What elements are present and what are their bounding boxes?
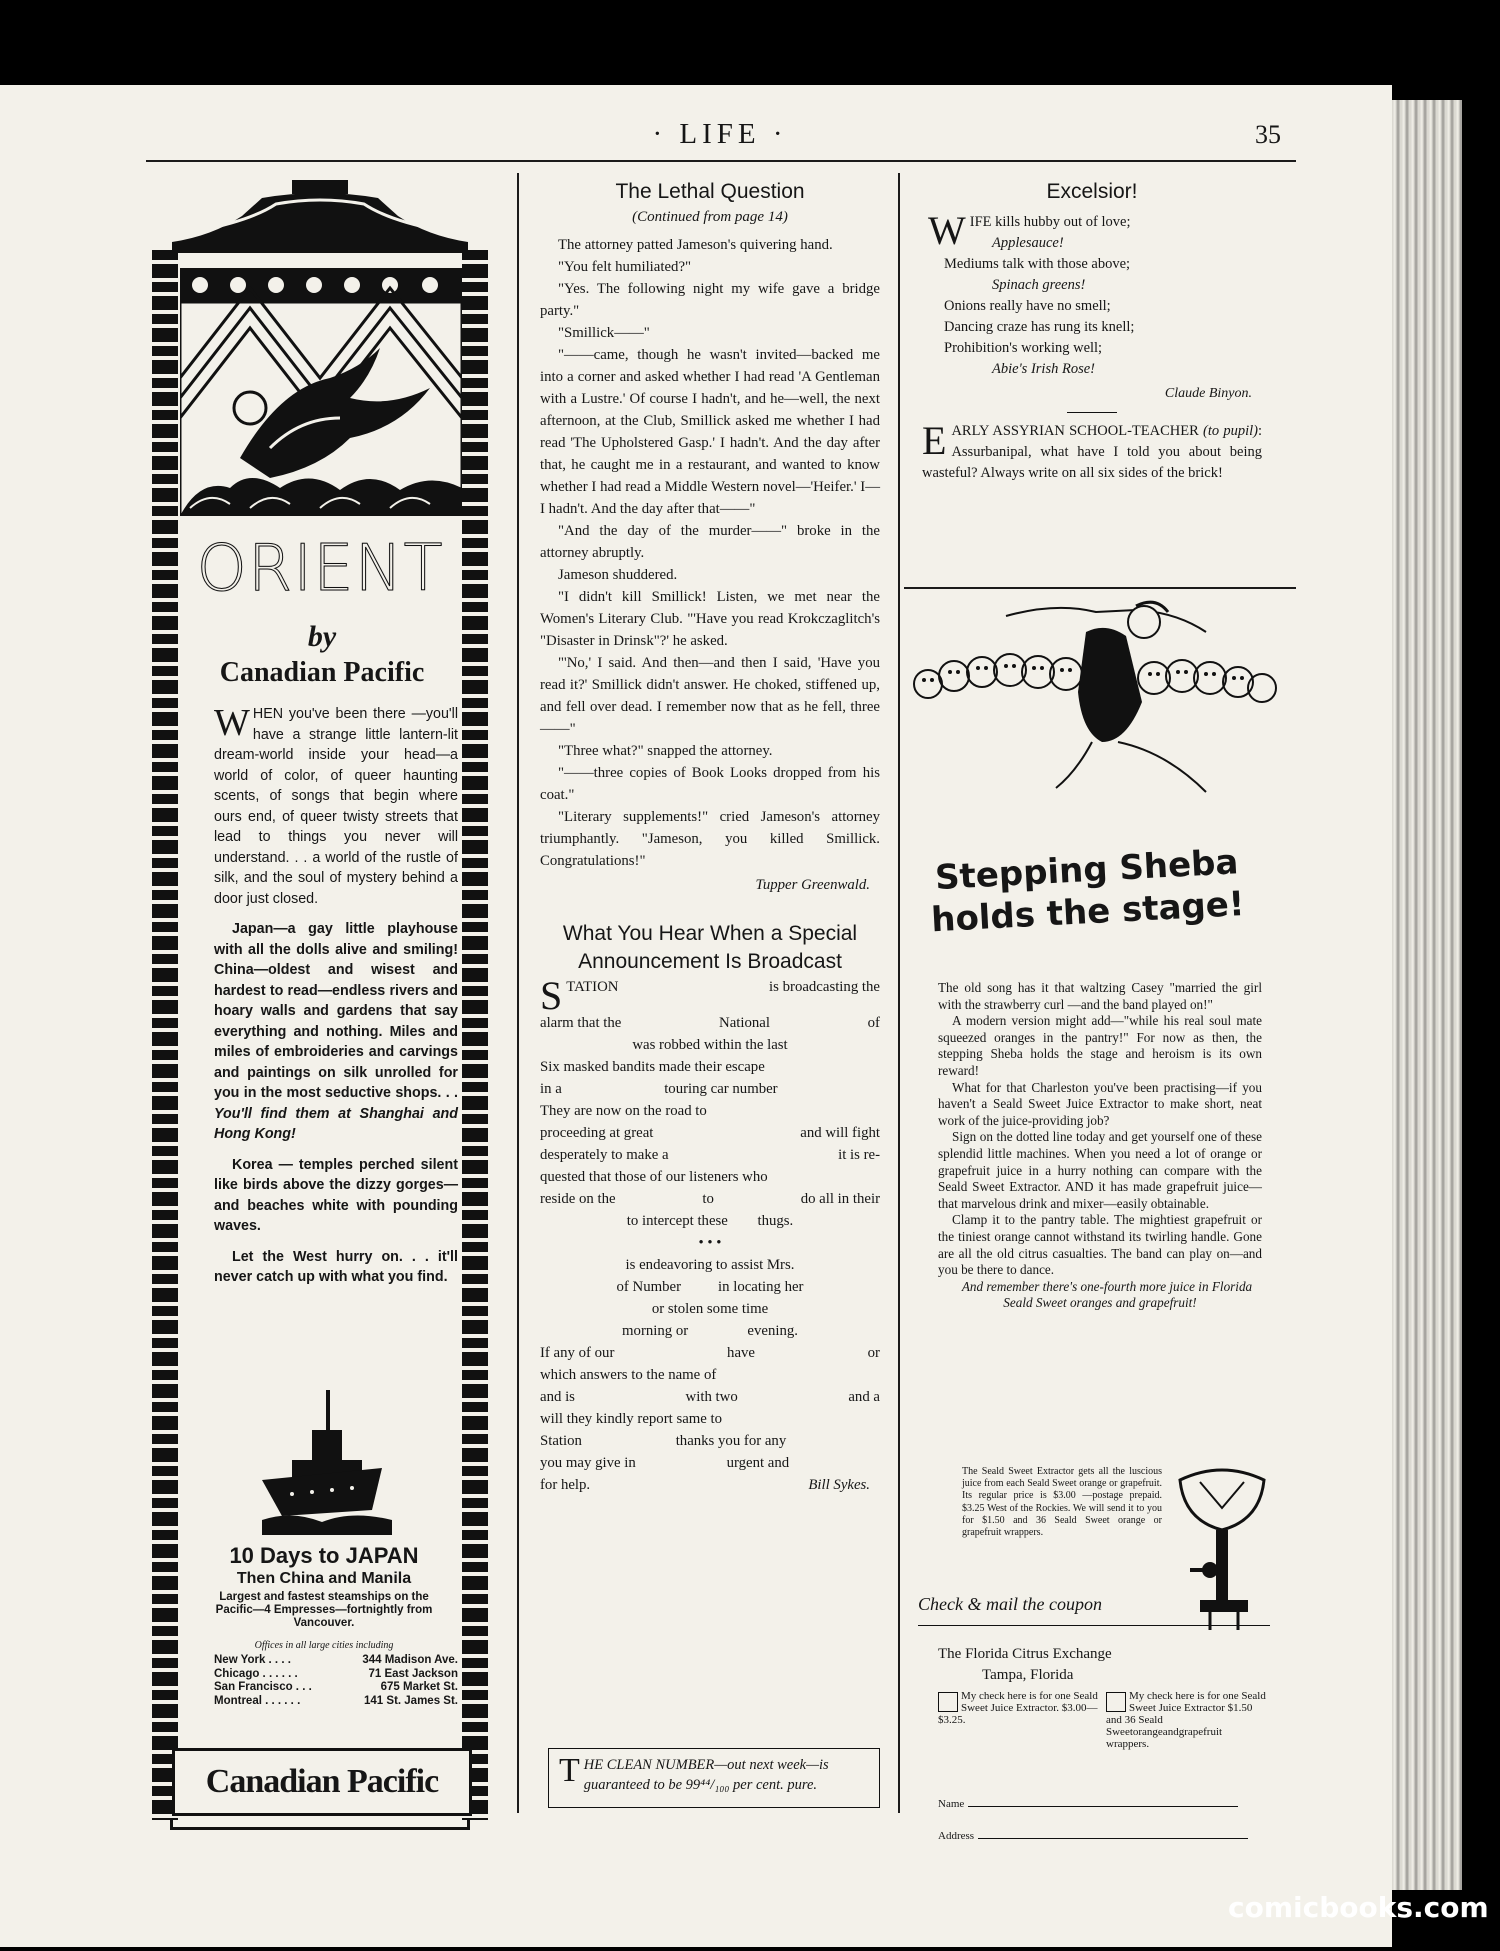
story-signature: Bill Sykes. [808,1477,870,1493]
line-fragment: TATION [566,979,619,995]
broadcast-line: or stolen some time [651,1301,769,1317]
option-label: My check here is for one Seald Sweet Juice Extractor. $3.00—$3.25. [938,1690,1098,1726]
office-row [214,1668,458,1682]
coupon-divider [918,1625,1270,1626]
ad-destinations: Then China and Manila [236,1570,412,1587]
broadcast-line [540,1122,880,1144]
broadcast-line [540,1144,880,1166]
broadcast-line [540,1166,880,1188]
header-rule [146,160,1296,162]
coupon-option [938,1690,1098,1726]
ad-italic-text: You'll find them at Shanghai and Hong Kong! [214,1105,458,1142]
column-divider [898,173,900,1813]
column-divider [517,173,519,1813]
site-watermark: comicbooks.com [1228,1891,1489,1924]
broadcast-line [540,1078,880,1100]
office-city: San Francisco . . . [214,1681,312,1693]
coupon-checkbox[interactable] [1106,1692,1126,1712]
story-paragraph: "And the day of the murder——" broke in the attorney abruptly. [540,523,880,561]
line-fragment: to intercept these [626,1213,728,1229]
dancing-sheba-illustration [906,592,1296,812]
story-paragraph: Jameson shuddered. [558,567,678,583]
line-fragment: quested that those of our listeners who [540,1169,768,1185]
line-fragment: of Number [616,1279,682,1295]
line-fragment: will they kindly report same to [540,1411,723,1427]
ad-days-to-japan: 10 Days to JAPAN [229,1543,419,1568]
office-address: 141 St. James St. [364,1694,458,1707]
line-fragment: you may give in [540,1455,636,1471]
option-label: My check here is for one Seald Sweet Juice Extractor $1.50 and 36 Seald Sweetorangeandgrapefruit wrappers. [1106,1690,1266,1750]
line-fragment: is broadcasting the [769,979,880,995]
steamship-illustration [262,1390,392,1535]
broadcast-story [540,973,880,1496]
phoenix-illustration [180,268,462,516]
broadcast-line [540,1474,880,1496]
office-city: Montreal . . . . . . [214,1694,301,1707]
headline-line: Stepping Sheba [934,842,1240,899]
story-paragraph: "Literary supplements!" cried Jameson's attorney triumphantly. "Jameson, you killed Smillick. Congratulations!" [540,809,880,869]
office-row [214,1681,458,1695]
poem-line: Dancing craze has rung its knell; [944,319,1135,335]
story-paragraph: "Smillick——" [558,325,650,341]
broadcast-line [540,1342,880,1364]
ad-byline: by [307,620,337,653]
canadian-pacific-ad [152,180,488,1820]
joke-italic: (to pupil) [1203,423,1258,439]
story-continuation: (Continued from page 14) [632,209,788,225]
office-address: 344 Madison Ave. [362,1654,458,1666]
story-paragraph: "I didn't kill Smillick! Listen, we met near the Women's Literary Club. "'Have you read Krokczaglitch's "Disaster in Drinsk"?' he asked. [540,589,880,649]
office-list [214,1654,458,1708]
field-label: Name [938,1798,965,1810]
office-address: 71 East Jackson [368,1667,458,1680]
broadcast-line [540,1452,880,1474]
line-fragment: National [719,1015,770,1031]
story-paragraph: "——came, though he wasn't invited—backed me into a corner and asked whether I had read 'A Gentleman with a Lustre.' Of course I hadn't, and he—well, the next afternoon, at the Club, Smillick asked me whether I had read 'The Upholstered Gasp.' I hadn't. And the day after that, he caught me in a restaurant, and wanted to know whether I had read a Middle Western novel—'Heifer.' I—I hadn't. And the day after that——" [540,347,880,517]
line-fragment: to [702,1191,714,1207]
line-fragment: reside on the [540,1191,616,1207]
juice-extractor-illustration [1170,1460,1274,1630]
joke-text: ARLY ASSYRIAN SCHOOL-TEACHER [951,423,1199,439]
broadcast-line [540,1210,880,1232]
broadcast-line [540,973,880,1018]
line-fragment: do all in their [800,1191,880,1207]
ad-headline: ORIENT [196,532,444,606]
broadcast-line: was robbed within the last [632,1037,788,1053]
exchange-city: Tampa, Florida [982,1667,1074,1683]
poem-line: Mediums talk with those above; [944,256,1131,272]
drop-cap: S [540,973,563,1018]
line-fragment: which answers to the name of [540,1367,717,1383]
page-stack-edge [1392,100,1462,1890]
divider [1067,412,1117,413]
office-row [214,1695,458,1709]
center-column [540,178,880,1496]
line-fragment: Station [540,1433,582,1449]
address-field[interactable] [938,1828,1258,1842]
broadcast-line [540,1364,880,1386]
poem-line: Spinach greens! [992,277,1086,293]
section-dots: • • • [698,1235,722,1251]
ad-offices-label: Offices in all large cities including [254,1640,394,1651]
headline-line: holds the stage! [930,884,1246,941]
story-signature: Tupper Greenwald. [755,877,870,893]
field-label: Address [938,1830,975,1842]
story-paragraph: "——three copies of Book Looks dropped from his coat." [540,765,880,803]
office-city: Chicago . . . . . . [214,1667,298,1680]
line-fragment: in a [540,1081,562,1097]
office-address: 675 Market St. [380,1681,458,1693]
coupon-callout: Check & mail the coupon [918,1594,1102,1614]
line-fragment: have [727,1345,755,1361]
coupon-address [938,1644,1198,1686]
ornamental-pillar [152,250,178,1820]
line-fragment: and is [540,1389,575,1405]
ad-tagline: And remember there's one-fourth more juice in Florida Seald Sweet oranges and grapefruit! [961,1278,1253,1311]
ad-company-name: Canadian Pacific [219,657,425,688]
broadcast-line [540,1386,880,1408]
ad-paragraph [214,704,458,909]
story-title: What You Hear When a Special Announcement Is Broadcast [562,922,858,973]
ad-paragraph [214,1247,458,1288]
ad-paragraph [214,1155,458,1237]
broadcast-line [540,1012,880,1034]
story-title: The Lethal Question [615,180,805,203]
page-number: 35 [1255,120,1281,149]
ad-paragraph-text: Korea — temples perched silent like birds above the dizzy gorges—and beaches white with pounding waves. [214,1156,458,1234]
clean-number-notice [548,1748,880,1808]
broadcast-line [540,1056,880,1078]
poem-line: Abie's Irish Rose! [992,361,1095,377]
sheba-ad-copy [938,980,1262,1312]
poem-line-text: IFE kills hubby out of love; [969,214,1131,230]
exchange-name: The Florida Citrus Exchange [938,1646,1112,1662]
line-fragment: proceeding at great [540,1125,654,1141]
line-fragment: alarm that the [540,1015,622,1031]
ornamental-pillar [462,250,488,1820]
story-paragraph: "Yes. The following night my wife gave a bridge party." [540,281,880,319]
ad-paragraph-text: Japan—a gay little playhouse with all the dolls alive and smiling! China—oldest and wisest and hardest to read—endless rivers and hoary walls and gardens that say everything and nothing. Miles and miles of embroideries and carvings and paintings on silk unrolled for you in the most seductive shops. . . [214,921,458,1101]
poem-line: Applesauce! [992,235,1064,251]
office-city: New York . . . . [214,1654,291,1666]
poem-line: Prohibition's working well; [944,340,1103,356]
ad-paragraph: Sign on the dotted line today and get yourself one of these splendid little machines. When you need a lot of orange or grapefruit juice in a hurry nothing can compare with the Seald Sweet Extractor. AND it has made grapefruit juice—that marvelous drink and mixer—easily obtainable. [938,1129,1262,1211]
drop-cap: W [214,702,250,744]
office-row [214,1654,458,1668]
ad-paragraph: The old song has it that waltzing Casey "married the girl with the strawberry curl —and the band played on!" [938,980,1262,1012]
broadcast-line [540,1100,880,1122]
running-head: · LIFE · [652,118,788,150]
joke-text: : Assurbanipal, what have I told you about being wasteful? Always write on all six sides of the brick! [922,423,1263,481]
line-fragment: of [867,1015,880,1031]
ad-paragraph-text: Let the West hurry on. . . it'll never catch up with what you find. [214,1248,458,1285]
field-blank[interactable] [978,1828,1248,1839]
line-fragment: in locating her [718,1279,804,1295]
line-fragment: thanks you for any [675,1433,787,1449]
divider [904,587,1296,589]
name-field[interactable] [938,1796,1258,1810]
story-paragraph: "You felt humiliated?" [558,259,692,275]
line-fragment: with two [685,1389,738,1405]
poem-line: Onions really have no smell; [944,298,1111,314]
broadcast-line [540,1408,880,1430]
pagoda-roof-illustration [172,180,468,258]
line-fragment: for help. [540,1477,591,1493]
extractor-offer: The Seald Sweet Extractor gets all the luscious juice from each Seald Sweet orange or grapefruit. Its regular price is $3.00 —postage prepaid. $3.25 West of the Rockies. We will send it to you for $1.50 and 36 Seald Sweet orange or grapefruit wrappers. [962,1466,1162,1539]
coupon-checkbox[interactable] [938,1692,958,1712]
right-column [922,178,1262,484]
ad-paragraph: A modern version might add—"while his real soul mate squeezed oranges in the pantry!" For now as then, the stepping Sheba holds the stage and heroism is its own reward! [938,1013,1262,1078]
line-fragment: it is re- [838,1147,880,1163]
poem [922,208,1262,402]
line-fragment: desperately to make a [540,1147,669,1163]
drop-cap: W [928,208,966,253]
drop-cap: E [922,418,947,463]
broadcast-line: is endeavoring to assist Mrs. [625,1257,795,1273]
ad-paragraph-text: HEN you've been there —you'll have a strange little lantern-lit dream-world inside your head—a world of color, of queer haunting scents, of songs that begin where ours end, of queer twisty streets that lead to things you never will understand. . . a world of the rustle of silk, and the soul of mystery behind a door just closed. [214,706,458,907]
line-fragment: Six masked bandits made their escape [540,1059,765,1075]
ad-paragraph: Clamp it to the pantry table. The mightiest grapefruit or the tiniest orange cannot withstand its twirling handle. Gone are all the old citrus casualties. The band can play on—and you be there to dance. [938,1212,1262,1278]
drop-cap: T [559,1752,580,1789]
broadcast-line [540,1320,880,1342]
line-fragment: and a [848,1389,880,1405]
line-fragment: morning or [622,1323,689,1339]
ad-paragraph: What for that Charleston you've been practising—if you haven't a Seald Sweet Juice Extractor to make short, neat work of the juice-providing job? [938,1079,1262,1128]
line-fragment: touring car number [664,1081,778,1097]
broadcast-line [540,1430,880,1452]
broadcast-line [540,1276,880,1298]
line-fragment: thugs. [757,1213,794,1229]
field-blank[interactable] [968,1796,1238,1807]
poem-title: Excelsior! [1046,180,1138,203]
line-fragment: If any of our [540,1345,615,1361]
story-paragraph: The attorney patted Jameson's quivering hand. [558,237,833,253]
coupon-option [1106,1690,1266,1750]
story-paragraph: "'No,' I said. And then—and then I said, 'Have you read it?' Smillick didn't answer. He choked, stiffened up, and fell over dead. I remember now that as he fell, three——" [540,655,880,737]
ad-paragraph [214,919,458,1145]
line-fragment: urgent and [726,1455,790,1471]
line-fragment: and will fight [800,1125,880,1141]
line-fragment: evening. [747,1323,798,1339]
ad-steamship-note: Largest and fastest steamships on the Pacific—4 Empresses—fortnightly from Vancouver. [215,1591,433,1629]
assyrian-joke [922,418,1263,484]
broadcast-line [540,1188,880,1210]
line-fragment: or [867,1345,880,1361]
notice-text: HE CLEAN NUMBER—out next week—is guaranteed to be 99⁴⁴/₁₀₀ per cent. pure. [583,1757,829,1793]
canadian-pacific-logo: Canadian Pacific [172,1748,472,1816]
poem-signature: Claude Binyon. [1164,386,1252,401]
story-paragraph: "Three what?" snapped the attorney. [558,743,773,759]
line-fragment: They are now on the road to [540,1103,707,1119]
ad-body-copy [214,704,458,1298]
